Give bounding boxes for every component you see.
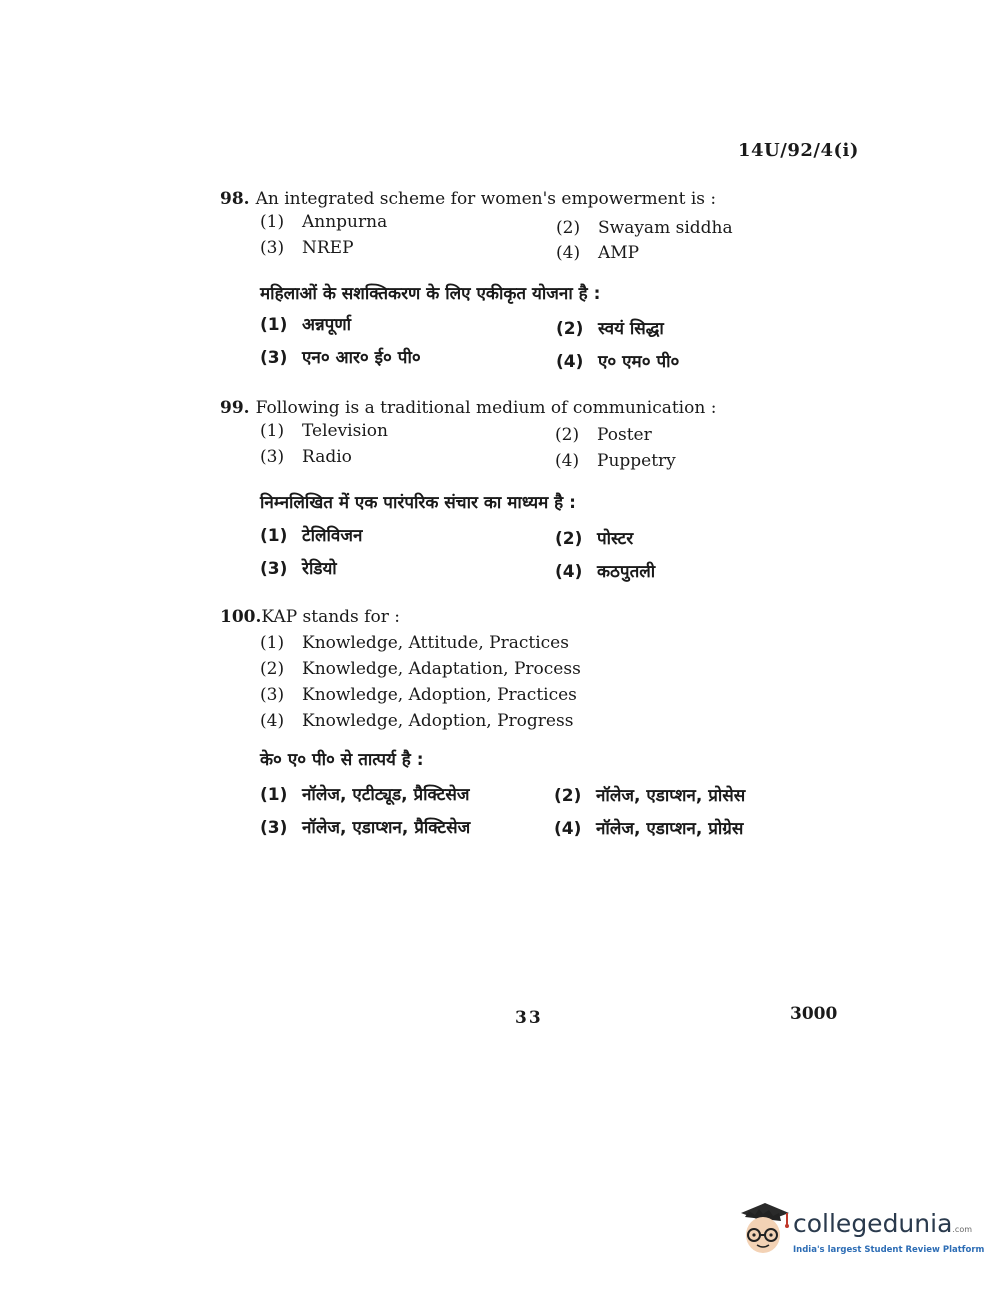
option-4-hi: (4) नॉलेज, एडाप्शन, प्रोग्रेस — [554, 819, 744, 839]
option-1: (1) Television — [260, 421, 388, 441]
option-2-hi: (2) नॉलेज, एडाप्शन, प्रोसेस — [554, 786, 746, 806]
copies-count: 3000 — [790, 1004, 838, 1024]
question-number: 98. — [220, 189, 250, 209]
question-text-hi: के० ए० पी० से तात्पर्य है : — [260, 750, 424, 770]
option-3-hi: (3) रेडियो — [260, 559, 337, 579]
option-2: (2) Swayam siddha — [556, 218, 733, 238]
option-1-hi: (1) अन्नपूर्णा — [260, 315, 352, 335]
option-3: (3) Radio — [260, 447, 352, 467]
question-number: 100. — [220, 607, 262, 627]
options-en — [260, 421, 820, 475]
brand-tagline: India's largest Student Review Platform — [793, 1245, 985, 1255]
option-3: (3) Knowledge, Adoption, Practices — [260, 685, 577, 705]
option-2-hi: (2) पोस्टर — [555, 529, 634, 549]
question-number: 99. — [220, 398, 250, 418]
options-en — [260, 212, 820, 266]
collegedunia-watermark — [735, 1195, 985, 1265]
option-3: (3) NREP — [260, 238, 354, 258]
option-1: (1) Knowledge, Attitude, Practices — [260, 633, 569, 653]
student-mascot-icon — [735, 1195, 791, 1261]
options-hi — [260, 782, 820, 846]
option-4: (4) Puppetry — [555, 451, 676, 471]
option-2-hi: (2) स्वयं सिद्धा — [556, 319, 664, 339]
options-hi — [260, 523, 820, 587]
option-3-hi: (3) नॉलेज, एडाप्शन, प्रैक्टिसेज — [260, 818, 471, 838]
option-4: (4) AMP — [556, 243, 640, 263]
page-number: 33 — [515, 1008, 543, 1028]
question-text-en: Following is a traditional medium of communication : — [255, 398, 717, 418]
question-98 — [220, 186, 820, 376]
option-4: (4) Knowledge, Adoption, Progress — [260, 711, 574, 731]
question-text-en: An integrated scheme for women's empowerment is : — [255, 189, 717, 209]
brand-name: collegedunia — [793, 1209, 953, 1238]
option-2: (2) Knowledge, Adaptation, Process — [260, 659, 581, 679]
question-text-hi: महिलाओं के सशक्तिकरण के लिए एकीकृत योजना है : — [260, 284, 601, 304]
option-2: (2) Poster — [555, 425, 652, 445]
option-1-hi: (1) नॉलेज, एटीट्यूड, प्रैक्टिसेज — [260, 785, 470, 805]
options-hi — [260, 312, 820, 376]
paper-code: 14U/92/4(i) — [738, 140, 859, 161]
question-99 — [220, 395, 820, 587]
question-text-en: KAP stands for : — [261, 607, 400, 627]
option-4-hi: (4) ए० एम० पी० — [556, 352, 680, 372]
question-100 — [220, 604, 820, 846]
option-4-hi: (4) कठपुतली — [555, 562, 656, 582]
options-en — [260, 630, 820, 734]
option-1: (1) Annpurna — [260, 212, 388, 232]
brand-suffix: .com — [952, 1225, 973, 1234]
question-text-hi: निम्नलिखित में एक पारंपरिक संचार का माध्यम है : — [260, 493, 576, 513]
option-3-hi: (3) एन० आर० ई० पी० — [260, 348, 421, 368]
option-1-hi: (1) टेलिविजन — [260, 526, 363, 546]
